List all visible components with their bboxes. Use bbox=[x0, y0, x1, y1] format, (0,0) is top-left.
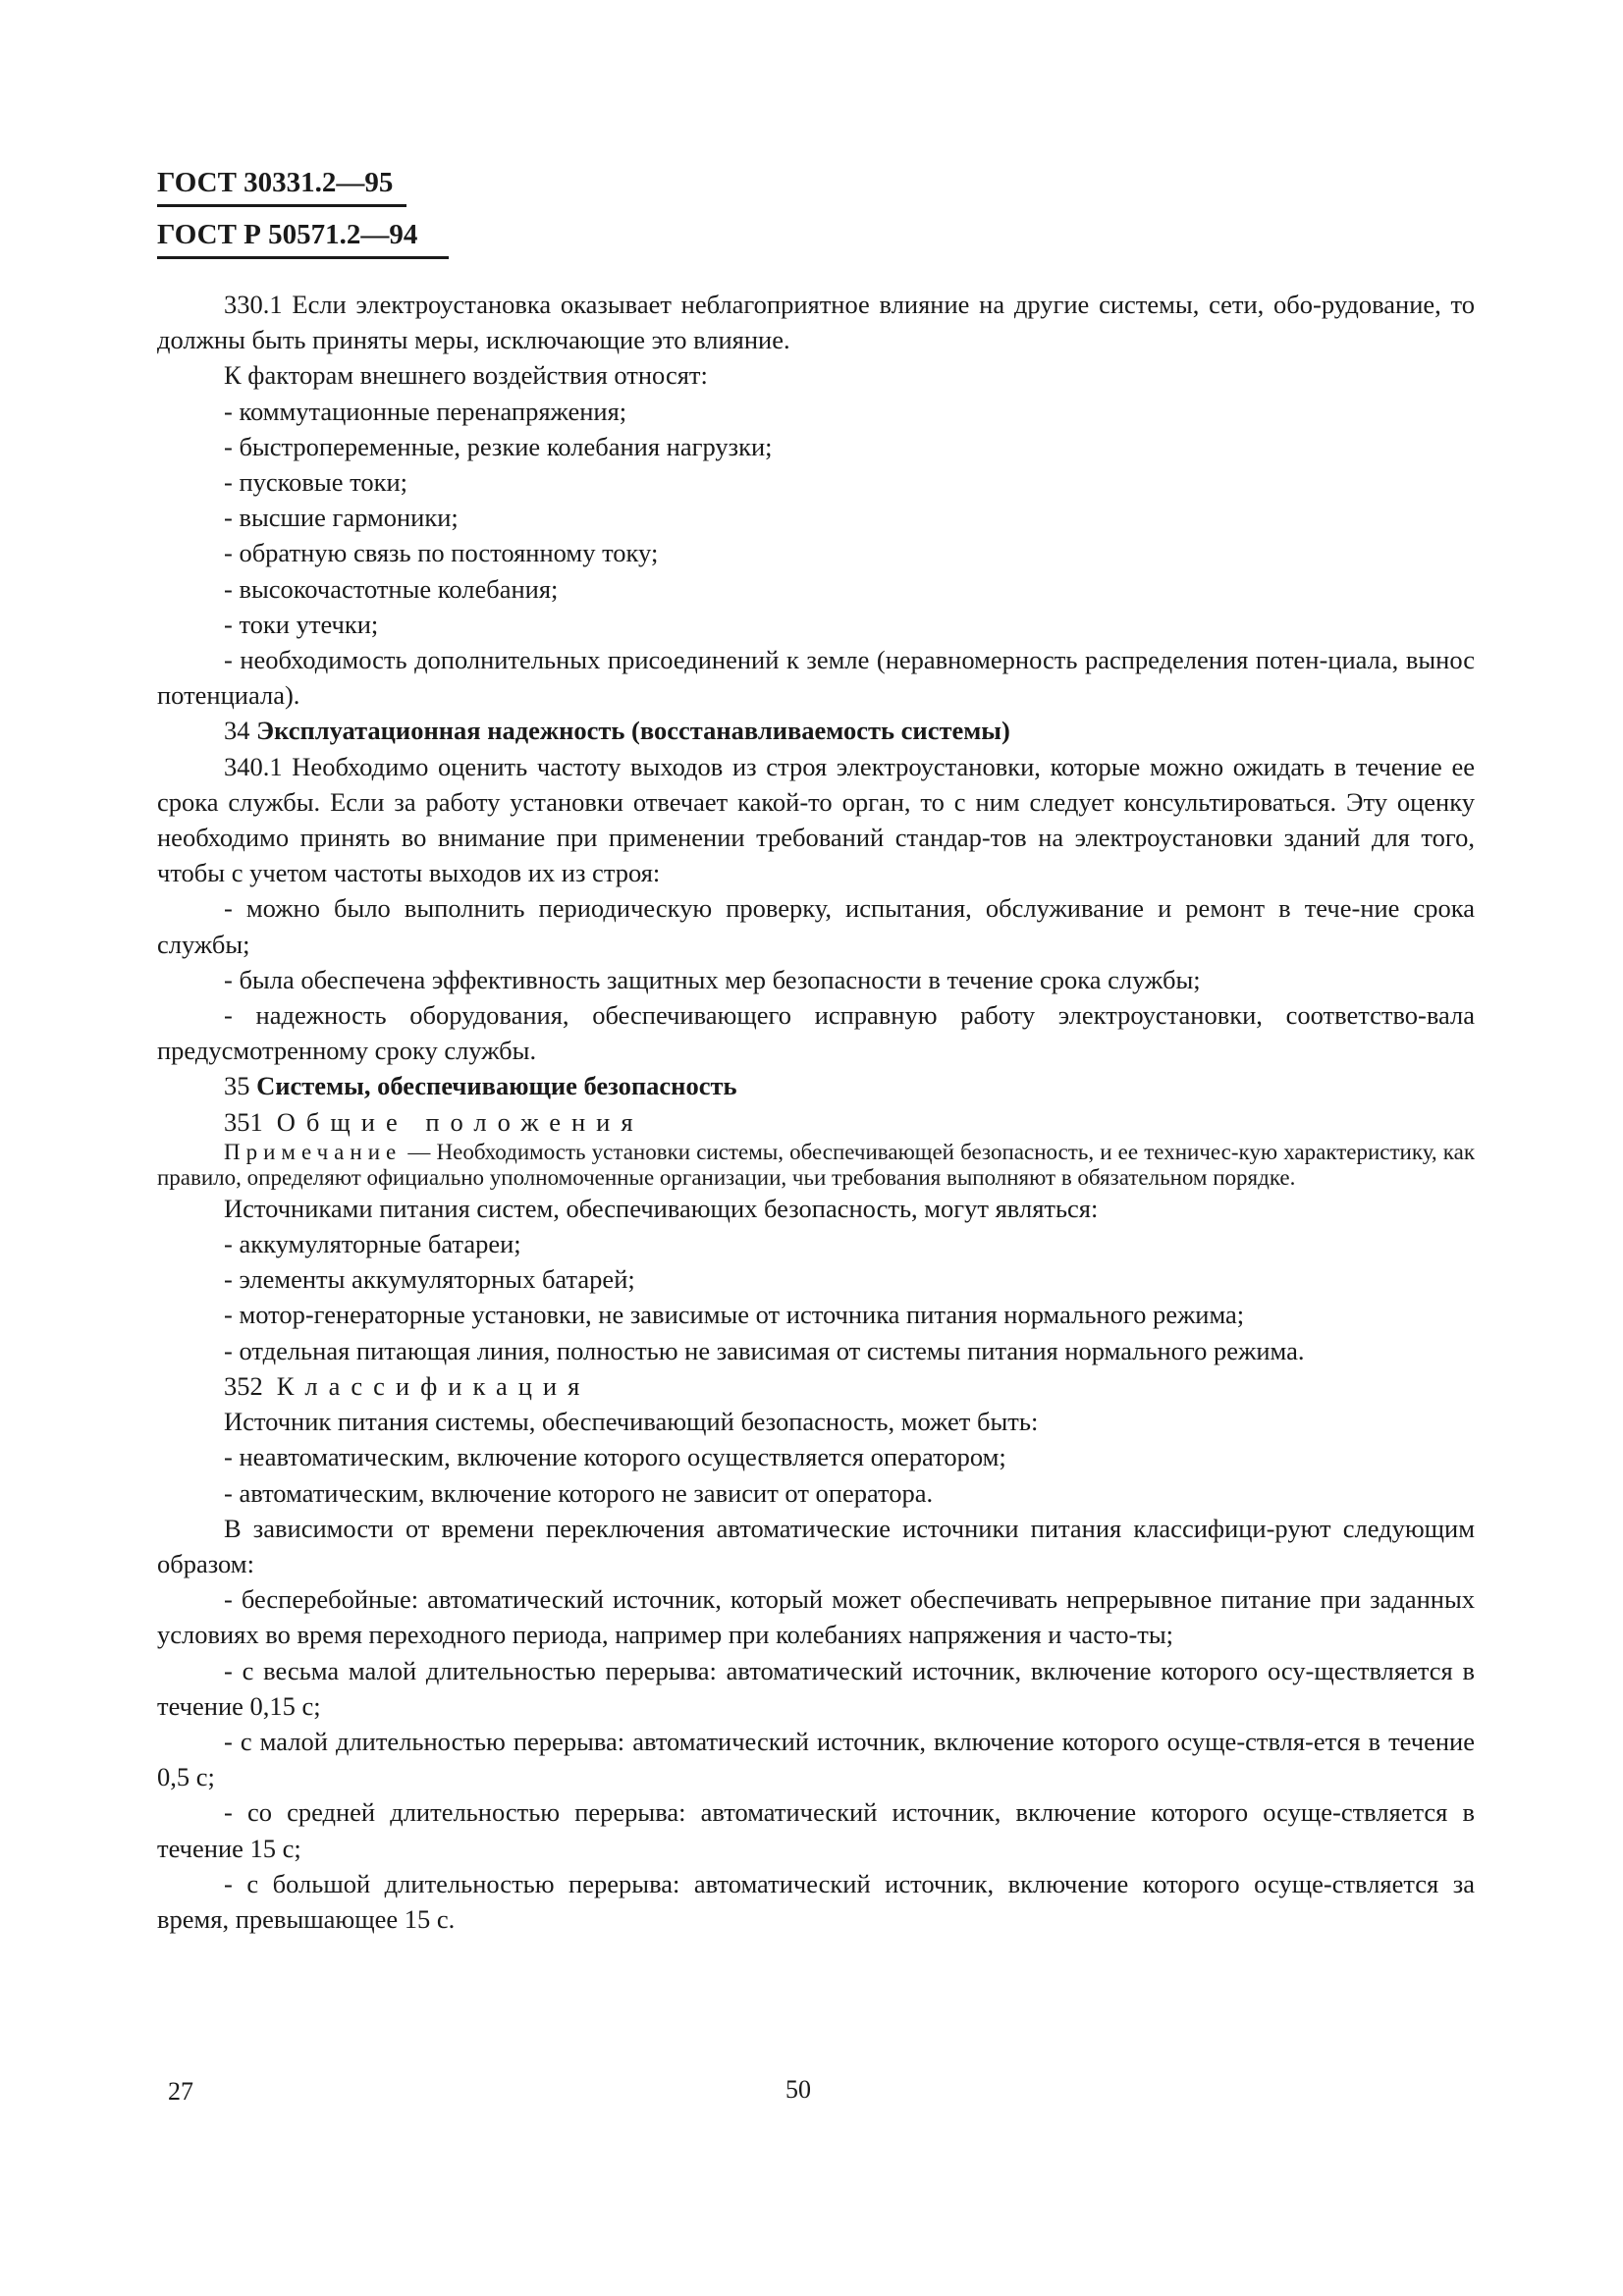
section-34-number: 34 bbox=[224, 716, 250, 746]
list-item: - коммутационные перенапряжения; bbox=[224, 396, 627, 426]
list-item: - необходимость дополнительных присоединений к земле (неравномерность распределения потен-циала, вынос потенциала). bbox=[157, 645, 1475, 711]
clause-330-1: 330.1 Если электроустановка оказывает неблагоприятное влияние на другие системы, сети, обо-рудование, то должны быть приняты меры, исключающие это влияние. bbox=[157, 290, 1475, 355]
list-item: - обратную связь по постоянному току; bbox=[224, 538, 659, 568]
list-item: - отдельная питающая линия, полностью не зависимая от системы питания нормального режима. bbox=[224, 1335, 1305, 1365]
document-header bbox=[157, 165, 449, 269]
list-item: - с весьма малой длительностью перерыва: автоматический источник, включение которого осу-ществляется в течение 0,15 с; bbox=[157, 1655, 1475, 1721]
factors-intro: К факторам внешнего воздействия относят: bbox=[224, 360, 708, 391]
list-item: - аккумуляторные батареи; bbox=[224, 1229, 521, 1259]
subsection-352-title: Классификация bbox=[276, 1370, 591, 1401]
list-item: - была обеспечена эффективность защитных мер безопасности в течение срока службы; bbox=[224, 964, 1201, 994]
list-item: - автоматическим, включение которого не зависит от оператора. bbox=[224, 1477, 934, 1508]
subsection-352-heading bbox=[157, 1368, 1475, 1404]
section-35-title: Системы, обеспечивающие безопасность bbox=[256, 1071, 737, 1101]
list-item: - токи утечки; bbox=[224, 609, 379, 639]
switching-time-intro: В зависимости от времени переключения автоматические источники питания классифици-руют следующим образом: bbox=[157, 1513, 1475, 1578]
classification-intro: Источник питания системы, обеспечивающий безопасность, может быть: bbox=[224, 1407, 1039, 1437]
list-item: - надежность оборудования, обеспечивающего исправную работу электроустановки, соответство-вала предусмотренному сроку службы. bbox=[157, 1000, 1475, 1066]
note-paragraph bbox=[157, 1140, 1475, 1191]
subsection-351-title: Общие положения bbox=[276, 1106, 644, 1137]
note-text: — Необходимость установки системы, обеспечивающей безопасность, и ее техничес-кую характеристику, как правило, определяют официально уполномоченные организации, чьи требования выполняют в обязательном порядке. bbox=[157, 1139, 1475, 1190]
note-label: Примечание bbox=[224, 1139, 403, 1164]
list-item: - быстропеременные, резкие колебания нагрузки; bbox=[224, 431, 773, 461]
list-item: - бесперебойные: автоматический источник, который может обеспечивать непрерывное питание при заданных условиях во время переходного периода, например при колебаниях напряжения и часто-ты; bbox=[157, 1584, 1475, 1650]
clause-340-1: 340.1 Необходимо оценить частоту выходов из строя электроустановки, которые можно ожидать в течение ее срока службы. Если за работу установки отвечает какой-то орган, то с ним следует консультироваться. Эту оценку необходимо принять во внимание при применении требований стандар-тов на электроустановки зданий для того, чтобы с учетом частоты выходов их из строя: bbox=[157, 751, 1475, 888]
list-item: - со средней длительностью перерыва: автоматический источник, включение которого осуще-ствляется в течение 15 с; bbox=[157, 1797, 1475, 1863]
standard-code-gost-r: ГОСТ Р 50571.2—94 bbox=[157, 217, 449, 259]
subsection-352-number: 352 bbox=[224, 1370, 263, 1401]
subsection-351-heading bbox=[157, 1104, 1475, 1140]
list-item: - пусковые токи; bbox=[224, 467, 408, 498]
page-body bbox=[157, 287, 1475, 1937]
section-35-number: 35 bbox=[224, 1071, 250, 1101]
section-34-heading bbox=[157, 713, 1475, 748]
list-item: - неавтоматическим, включение которого осуществляется оператором; bbox=[224, 1442, 1006, 1472]
section-34-title: Эксплуатационная надежность (восстанавливаемость системы) bbox=[256, 716, 1010, 746]
list-item: - элементы аккумуляторных батарей; bbox=[224, 1264, 635, 1295]
subsection-351-number: 351 bbox=[224, 1106, 263, 1137]
section-35-heading bbox=[157, 1068, 1475, 1103]
list-item: - высшие гармоники; bbox=[224, 503, 459, 533]
sources-intro: Источниками питания систем, обеспечивающих безопасность, могут являться: bbox=[224, 1193, 1099, 1223]
sheet-number: 50 bbox=[785, 2075, 811, 2104]
standard-code-gost: ГОСТ 30331.2—95 bbox=[157, 165, 406, 207]
page-number: 27 bbox=[168, 2077, 193, 2106]
list-item: - высокочастотные колебания; bbox=[224, 573, 559, 604]
list-item: - с малой длительностью перерыва: автоматический источник, включение которого осуще-ствля-ется в течение 0,5 с; bbox=[157, 1726, 1475, 1792]
list-item: - можно было выполнить периодическую проверку, испытания, обслуживание и ремонт в тече-ние срока службы; bbox=[157, 893, 1475, 959]
list-item: - с большой длительностью перерыва: автоматический источник, включение которого осуще-ствляется за время, превышающее 15 с. bbox=[157, 1868, 1475, 1934]
list-item: - мотор-генераторные установки, не зависимые от источника питания нормального режима; bbox=[224, 1300, 1245, 1330]
